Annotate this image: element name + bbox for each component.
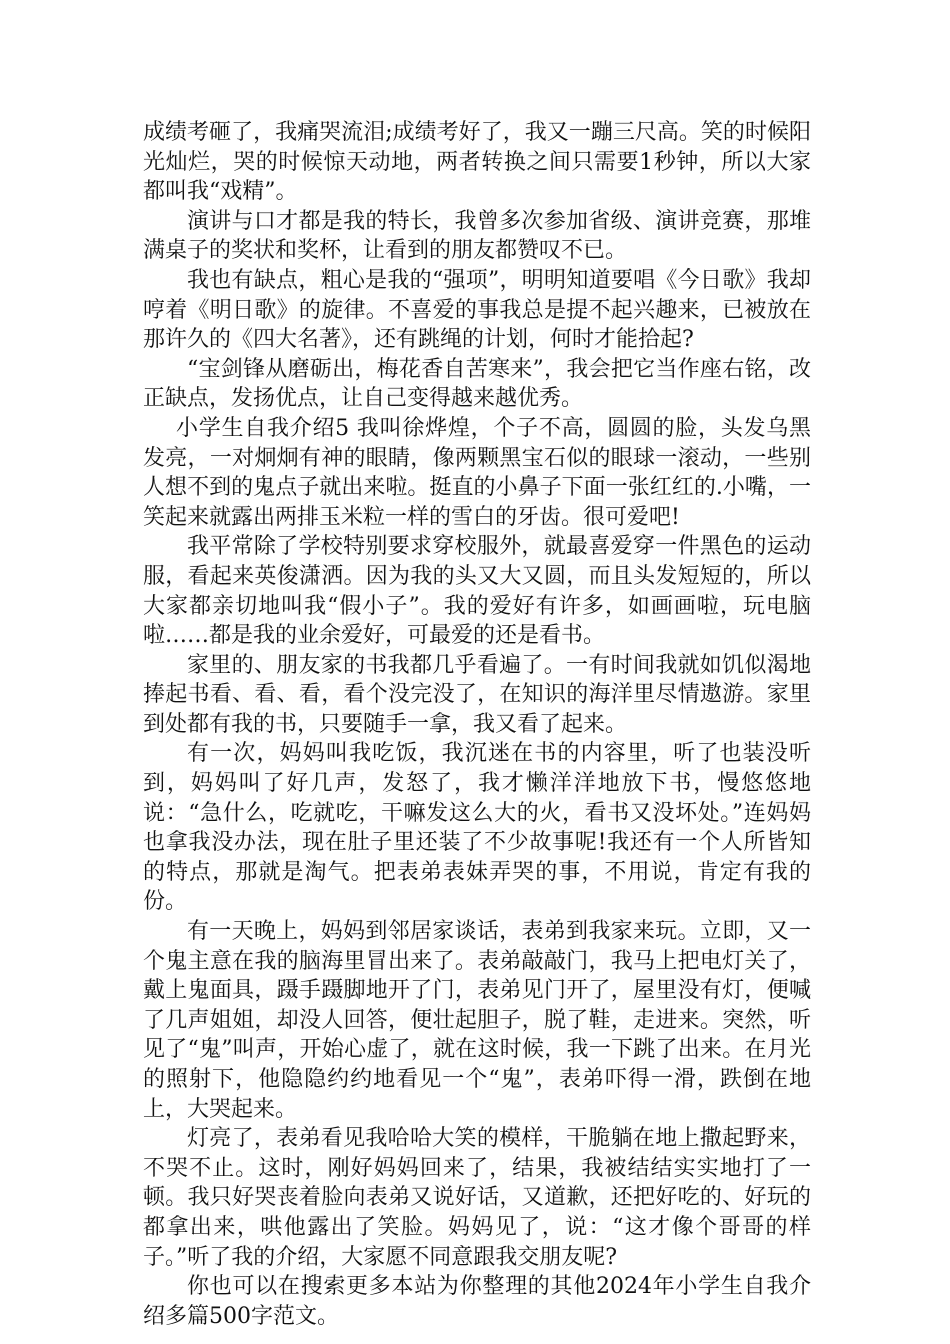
paragraph-5: 小学生自我介绍5 我叫徐烨煌，个子不高，圆圆的脸，头发乌黑发亮，一对炯炯有神的眼睛，像两颗黑宝石似的眼球一滚动，一些别人想不到的鬼点子就出来啦。挺直的小鼻子下面一张红红的.小嘴，一笑起来就露出两排玉米粒一样的雪白的牙齿。很可爱吧! bbox=[143, 415, 811, 530]
paragraph-11: 你也可以在搜索更多本站为你整理的其他2024年小学生自我介绍多篇500字范文。 bbox=[143, 1274, 811, 1329]
paragraph-4: “宝剑锋从磨砺出，梅花香自苦寒来”，我会把它当作座右铭，改正缺点，发扬优点，让自己变得越来越优秀。 bbox=[143, 356, 811, 412]
paragraph-7: 家里的、朋友家的书我都几乎看遍了。一有时间我就如饥似渴地捧起书看、看、看，看个没完没了，在知识的海洋里尽情遨游。家里到处都有我的书，只要随手一拿，我又看了起来。 bbox=[143, 652, 811, 737]
paragraph-2: 演讲与口才都是我的特长，我曾多次参加省级、演讲竞赛，那堆满桌子的奖状和奖杯，让看到的朋友都赞叹不已。 bbox=[143, 208, 811, 264]
document-body bbox=[143, 118, 811, 1331]
paragraph-6: 我平常除了学校特别要求穿校服外，就最喜爱穿一件黑色的运动服，看起来英俊潇洒。因为我的头又大又圆，而且头发短短的，所以大家都亲切地叫我“假小子”。我的爱好有许多，如画画啦，玩电脑啦……都是我的业余爱好，可最爱的还是看书。 bbox=[143, 534, 811, 649]
paragraph-8: 有一次，妈妈叫我吃饭，我沉迷在书的内容里，听了也装没听到，妈妈叫了好几声，发怒了，我才懒洋洋地放下书，慢悠悠地说：“急什么，吃就吃，干嘛发这么大的火，看书又没坏处。”连妈妈也拿我没办法，现在肚子里还装了不少故事呢!我还有一个人所皆知的特点，那就是淘气。把表弟表妹弄哭的事，不用说，肯定有我的份。 bbox=[143, 741, 811, 915]
paragraph-9: 有一天晚上，妈妈到邻居家谈话，表弟到我家来玩。立即，又一个鬼主意在我的脑海里冒出来了。表弟敲敲门，我马上把电灯关了，戴上鬼面具，蹑手蹑脚地开了门，表弟见门开了，屋里没有灯，便喊了几声姐姐，却没人回答，便壮起胆子，脱了鞋，走进来。突然，听见了“鬼”叫声，开始心虚了，就在这时候，我一下跳了出来。在月光的照射下，他隐隐约约地看见一个“鬼”，表弟吓得一滑，跌倒在地上，大哭起来。 bbox=[143, 919, 811, 1122]
paragraph-10: 灯亮了，表弟看见我哈哈大笑的模样，干脆躺在地上撒起野来，不哭不止。这时，刚好妈妈回来了，结果，我被结结实实地打了一顿。我只好哭丧着脸向表弟又说好话，又道歉，还把好吃的、好玩的都拿出来，哄他露出了笑脸。妈妈见了，说：“这才像个哥哥的样子。”听了我的介绍，大家愿不同意跟我交朋友呢? bbox=[143, 1126, 811, 1270]
paragraph-1: 成绩考砸了，我痛哭流泪;成绩考好了，我又一蹦三尺高。笑的时候阳光灿烂，哭的时候惊天动地，两者转换之间只需要1秒钟，所以大家都叫我“戏精”。 bbox=[143, 120, 811, 205]
paragraph-3: 我也有缺点，粗心是我的“强项”，明明知道要唱《今日歌》我却哼着《明日歌》的旋律。不喜爱的事我总是提不起兴趣来，已被放在那许久的《四大名著》，还有跳绳的计划，何时才能拾起? bbox=[143, 267, 811, 353]
